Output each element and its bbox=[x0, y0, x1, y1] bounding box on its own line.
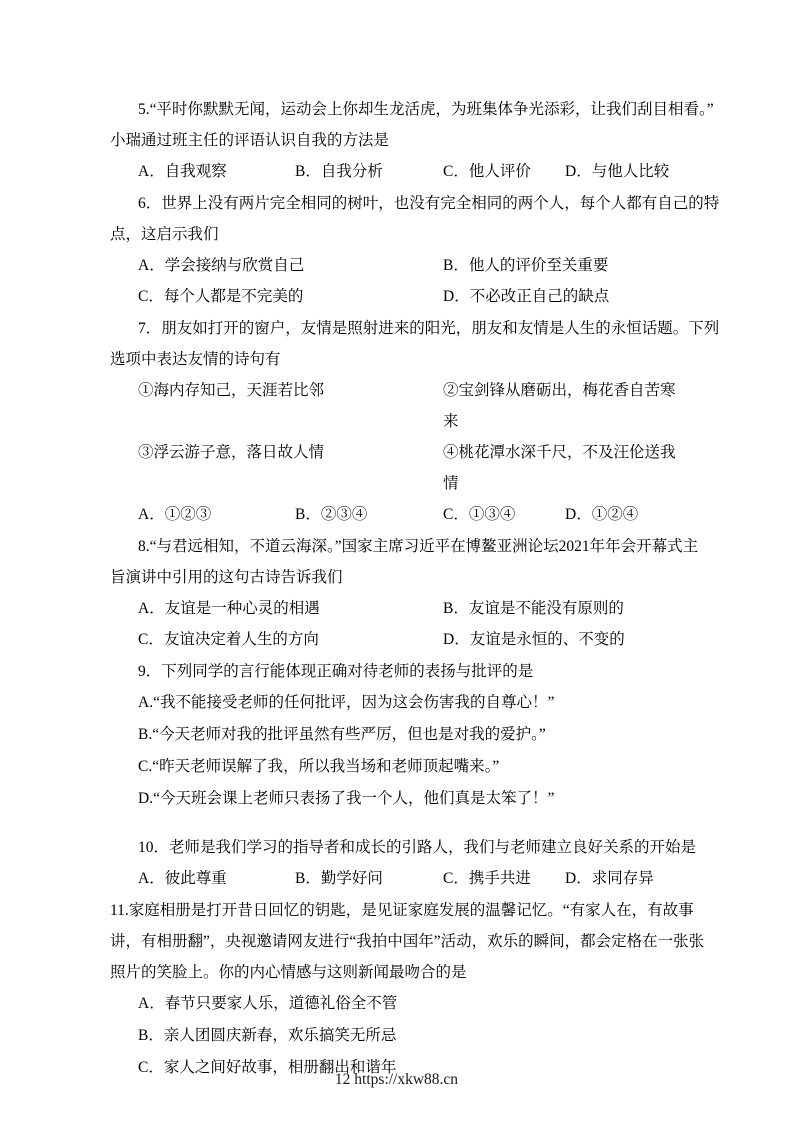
poem-item-4: ④桃花潭水深千尺，不及汪伦送我情 bbox=[443, 444, 676, 492]
option-b: B．友谊是不能没有原则的 bbox=[443, 600, 624, 617]
option-b: B．②③④ bbox=[295, 506, 368, 523]
question-stem: 9．下列同学的言行能体现正确对待老师的表扬与批评的是 bbox=[138, 663, 534, 680]
option-a: A．学会接纳与欣赏自己 bbox=[138, 257, 305, 274]
option-b: B．勤学好问 bbox=[295, 870, 383, 887]
poem-items-row bbox=[110, 437, 687, 499]
section-gap bbox=[110, 816, 687, 832]
option-b: B．自我分析 bbox=[295, 163, 383, 180]
option-a: A．自我观察 bbox=[138, 163, 227, 180]
question-stem-continued: 讲，有相册翻”，央视邀请网友进行“我拍中国年”活动，欢乐的瞬间，都会定格在一张张 bbox=[110, 933, 705, 950]
question-stem-continued: 照片的笑脸上。你的内心情感与这则新闻最吻合的是 bbox=[110, 964, 467, 981]
option-c: C．友谊决定着人生的方向 bbox=[138, 631, 319, 648]
option-b: B．他人的评价至关重要 bbox=[443, 257, 609, 274]
question-5 bbox=[110, 94, 714, 187]
question-stem-continued: 旨演讲中引用的这句古诗告诉我们 bbox=[110, 569, 343, 586]
poem-items-row bbox=[110, 375, 687, 437]
question-8 bbox=[110, 531, 699, 655]
option-b: B．亲人团圆庆新春，欢乐搞笑无所忌 bbox=[138, 1027, 397, 1044]
question-9 bbox=[110, 656, 687, 815]
question-stem-continued: 点，这启示我们 bbox=[110, 226, 219, 243]
poem-item-1: ①海内存知己，天涯若比邻 bbox=[138, 382, 325, 399]
option-c: C.“昨天老师误解了我，所以我当场和老师顶起嘴来。” bbox=[138, 758, 500, 775]
option-a: A.“我不能接受老师的任何批评，因为这会伤害我的自尊心！” bbox=[138, 694, 555, 711]
options-row bbox=[110, 281, 687, 312]
option-c: C．家人之间好故事，相册翻出和谐年 bbox=[138, 1059, 397, 1076]
option-d: D.“今天班会课上老师只表扬了我一个人，他们真是太笨了！” bbox=[138, 790, 555, 807]
question-stem: 10．老师是我们学习的指导者和成长的引路人，我们与老师建立良好关系的开始是 bbox=[138, 839, 697, 856]
option-d: D．①②④ bbox=[565, 506, 639, 523]
options-row bbox=[110, 499, 687, 530]
options-row bbox=[110, 250, 687, 281]
option-a: A．春节只要家人乐，道德礼俗全不管 bbox=[138, 995, 398, 1012]
option-a: A．友谊是一种心灵的相遇 bbox=[138, 600, 320, 617]
option-c: C．携手共进 bbox=[443, 870, 531, 887]
question-stem: 6．世界上没有两片完全相同的树叶，也没有完全相同的两个人，每个人都有自己的特 bbox=[138, 195, 720, 212]
question-stem: 8.“与君远相知，不道云海深。”国家主席习近平在博鳌亚洲论坛2021年年会开幕式主 bbox=[138, 538, 699, 555]
option-c: C．每个人都是不完美的 bbox=[138, 288, 304, 305]
poem-item-3: ③浮云游子意，落日故人情 bbox=[138, 444, 325, 461]
option-d: D．求同存异 bbox=[565, 870, 654, 887]
option-c: C．①③④ bbox=[443, 506, 516, 523]
question-stem-continued: 选项中表达友情的诗句有 bbox=[110, 351, 281, 368]
question-7 bbox=[110, 313, 720, 530]
question-stem: 5.“平时你默默无闻，运动会上你却生龙活虎，为班集体争光添彩，让我们刮目相看。” bbox=[138, 101, 714, 118]
options-row bbox=[110, 593, 687, 624]
question-6 bbox=[110, 188, 720, 312]
page-footer-watermark: 12 https://xkw88.cn bbox=[334, 1071, 459, 1088]
question-stem-continued: 小瑞通过班主任的评语认识自我的方法是 bbox=[110, 132, 390, 149]
question-stem: 11.家庭相册是打开昔日回忆的钥匙，是见证家庭发展的温馨记忆。“有家人在，有故事 bbox=[110, 902, 694, 919]
option-a: A．①②③ bbox=[138, 506, 212, 523]
question-stem: 7．朋友如打开的窗户，友情是照射进来的阳光，朋友和友情是人生的永恒话题。下列 bbox=[138, 320, 720, 337]
option-d: D．与他人比较 bbox=[565, 163, 670, 180]
option-b: B.“今天老师对我的批评虽然有些严厉，但也是对我的爱护。” bbox=[138, 726, 546, 743]
options-row bbox=[110, 863, 687, 894]
option-d: D．友谊是永恒的、不变的 bbox=[443, 631, 625, 648]
options-row bbox=[110, 624, 687, 655]
poem-item-2: ②宝剑锋从磨砺出，梅花香自苦寒来 bbox=[443, 382, 676, 430]
option-c: C．他人评价 bbox=[443, 163, 531, 180]
question-10 bbox=[110, 832, 697, 894]
options-row bbox=[110, 156, 687, 187]
option-d: D．不必改正自己的缺点 bbox=[443, 288, 610, 305]
question-11 bbox=[110, 895, 705, 1084]
option-a: A．彼此尊重 bbox=[138, 870, 227, 887]
